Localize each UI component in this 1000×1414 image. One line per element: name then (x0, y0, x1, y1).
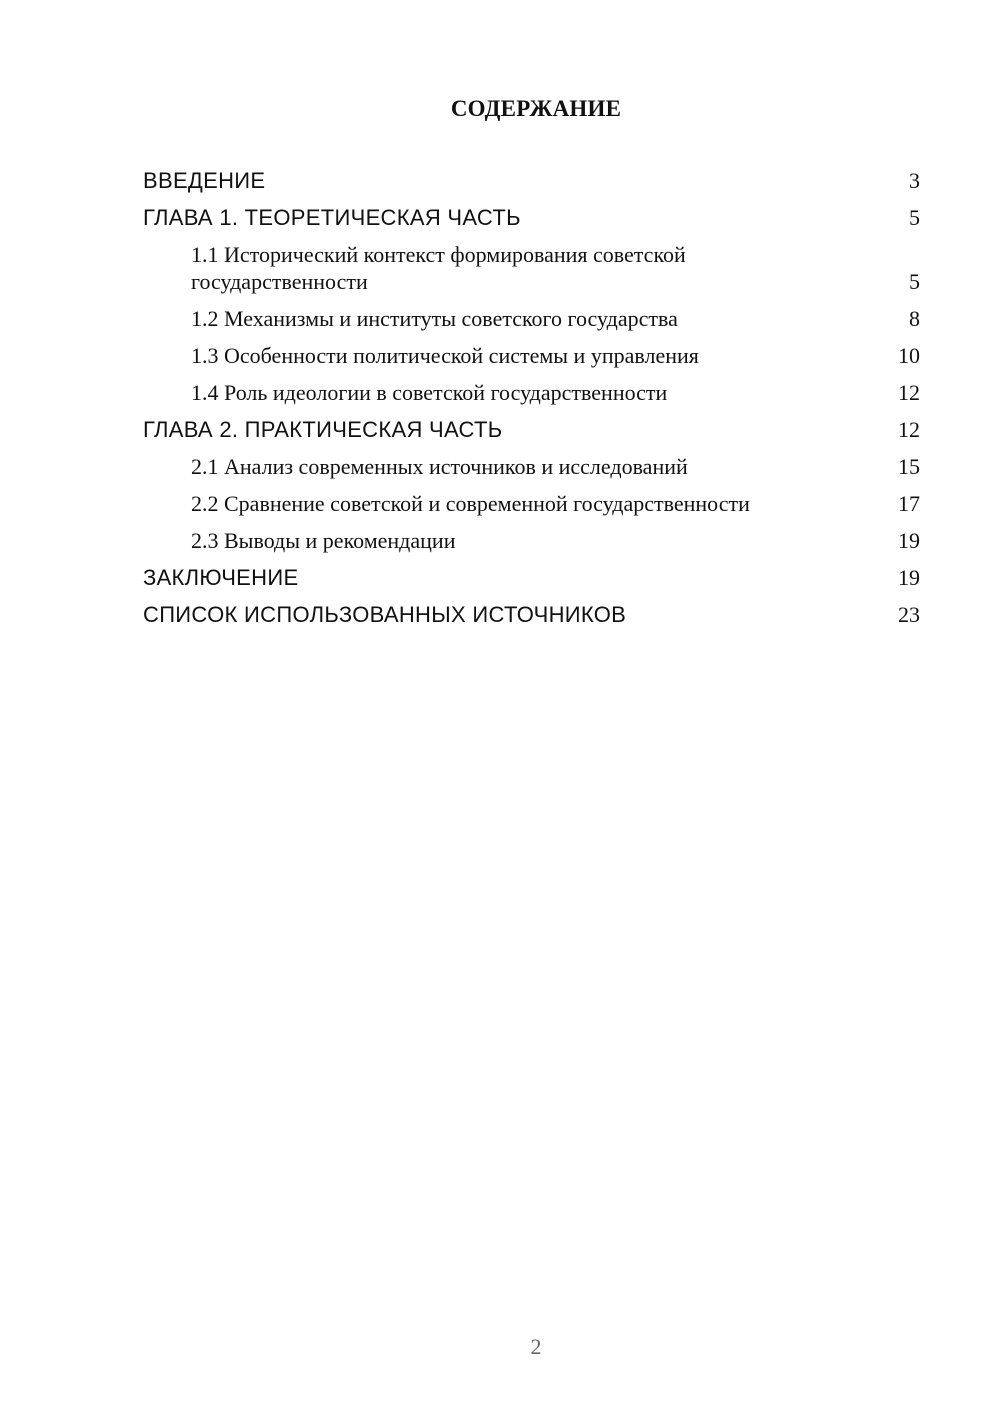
toc-entry-page: 19 (898, 528, 920, 553)
toc-entry-page: 17 (898, 491, 920, 516)
toc-entry-conclusion[interactable] (143, 564, 920, 591)
toc-entry-label: 1.1 Исторический контекст формирования советской государственности (191, 242, 686, 294)
toc-entry-page: 19 (898, 565, 920, 590)
toc-entry-label: 1.4 Роль идеологии в советской государственности (191, 380, 668, 405)
toc-entry-label: 1.3 Особенности политической системы и управления (191, 343, 699, 368)
toc-entry-page: 5 (909, 269, 920, 294)
toc-entry-section-2-1[interactable] (143, 453, 920, 480)
toc-entry-label: ВВЕДЕНИЕ (143, 168, 266, 193)
toc-entry-section-2-2[interactable] (143, 490, 920, 517)
toc-entry-page: 8 (909, 306, 920, 331)
toc-entry-label: 2.2 Сравнение советской и современной государственности (191, 491, 750, 516)
toc-entry-chapter-2[interactable] (143, 416, 920, 443)
toc-entry-page: 23 (898, 602, 920, 627)
toc-entry-page: 3 (909, 168, 920, 193)
toc-entry-label: 2.3 Выводы и рекомендации (191, 528, 456, 553)
toc-entry-page: 12 (898, 380, 920, 405)
toc-entry-page: 12 (898, 417, 920, 442)
toc-entry-page: 5 (909, 205, 920, 230)
toc-title: СОДЕРЖАНИЕ (450, 96, 622, 121)
toc-entry-label: ГЛАВА 2. ПРАКТИЧЕСКАЯ ЧАСТЬ (143, 417, 503, 442)
page-number: 2 (530, 1334, 542, 1359)
toc-entry-section-1-4[interactable] (143, 379, 920, 406)
toc-entry-label: 2.1 Анализ современных источников и исследований (191, 454, 688, 479)
toc-entry-references[interactable] (143, 601, 920, 628)
toc-entry-introduction[interactable] (143, 167, 920, 194)
toc-entry-section-2-3[interactable] (143, 527, 920, 554)
toc-entry-section-1-2[interactable] (143, 305, 920, 332)
toc-entry-label: 1.2 Механизмы и институты советского государства (191, 306, 678, 331)
toc-entry-label: ЗАКЛЮЧЕНИЕ (143, 565, 299, 590)
table-of-contents (143, 167, 920, 638)
toc-entry-chapter-1[interactable] (143, 204, 920, 231)
toc-entry-section-1-3[interactable] (143, 342, 920, 369)
toc-entry-page: 10 (898, 343, 920, 368)
toc-entry-label: ГЛАВА 1. ТЕОРЕТИЧЕСКАЯ ЧАСТЬ (143, 205, 521, 230)
toc-entry-label: СПИСОК ИСПОЛЬЗОВАННЫХ ИСТОЧНИКОВ (143, 602, 627, 627)
toc-entry-page: 15 (898, 454, 920, 479)
toc-entry-section-1-1[interactable] (143, 241, 920, 295)
